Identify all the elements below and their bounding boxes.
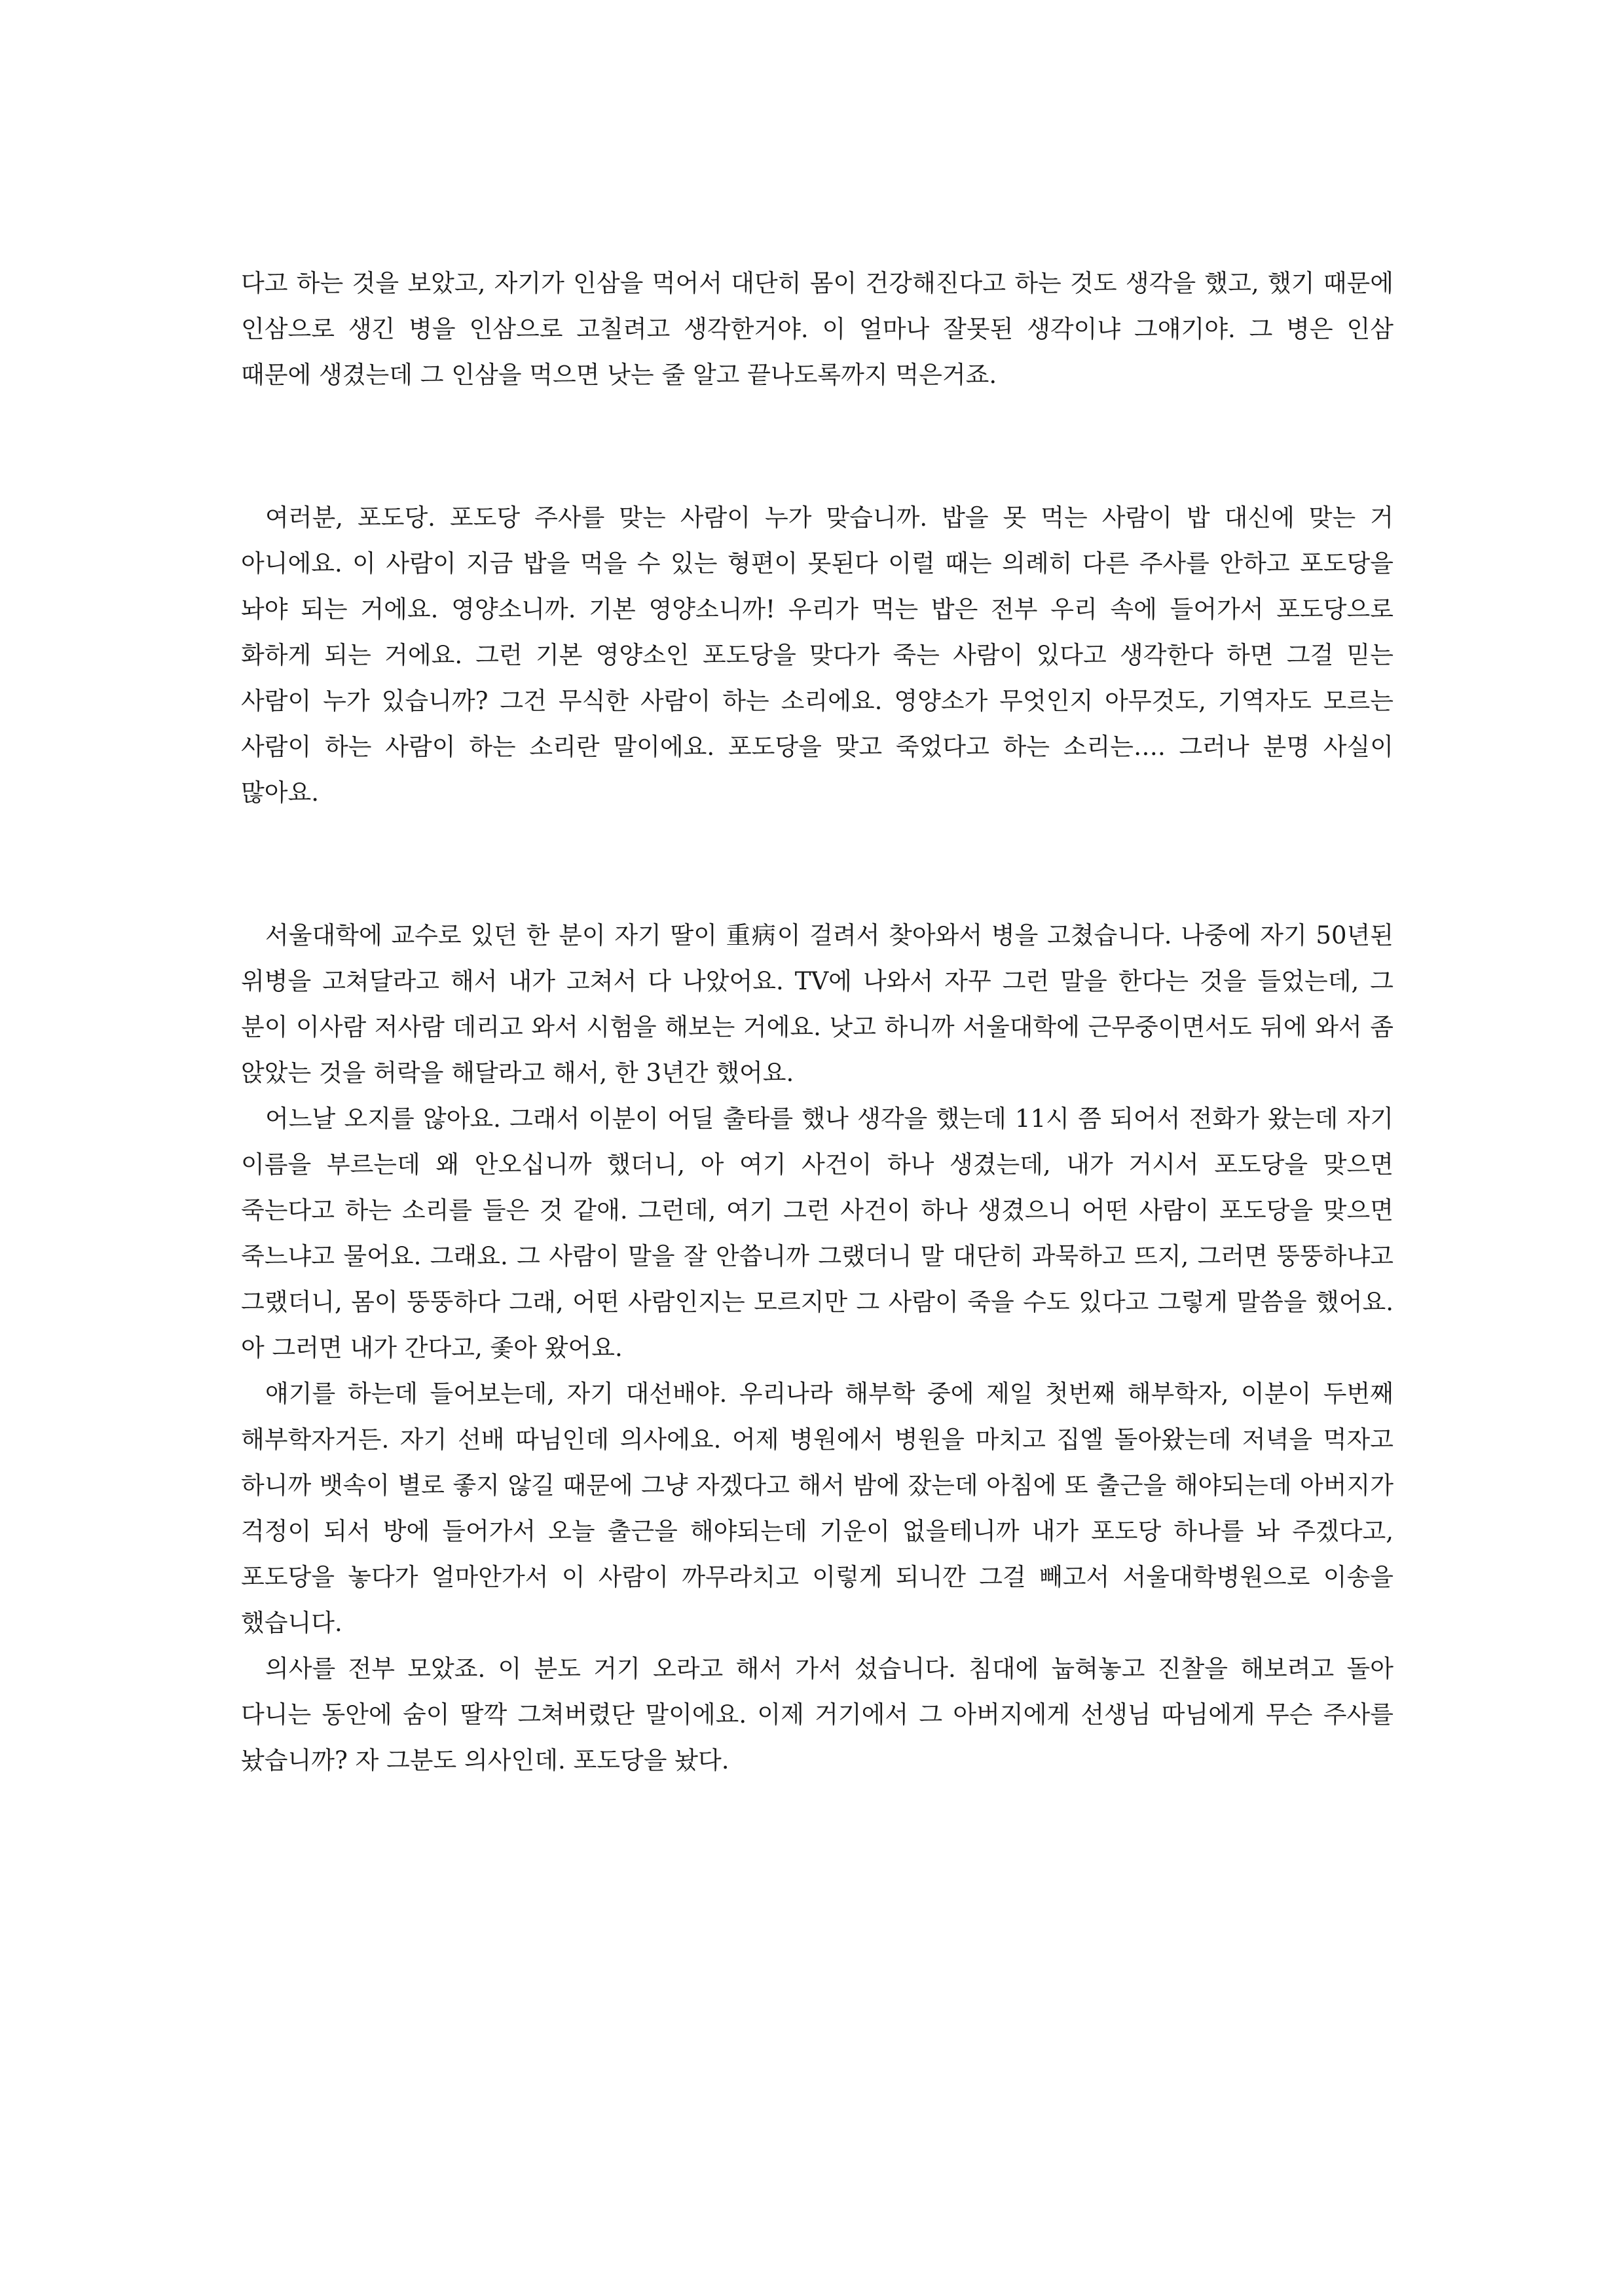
text-section-1 (241, 261, 1393, 398)
text-section-3 (241, 913, 1393, 1784)
paragraph-senior-daughter: 얘기를 하는데 들어보는데, 자기 대선배야. 우리나라 해부학 중에 제일 첫번째 해부학자, 이분이 두번째 해부학자거든. 자기 선배 따님인데 의사에요. 어제 병원에서 병원을 마치고 집엘 돌아왔는데 저녁을 먹자고 하니까 뱃속이 별로 좋지 않길 때문에 그냥 자겠다고 해서 밤에 잤는데 아침에 또 출근을 해야되는데 아버지가 걱정이 되서 방에 들어가서 오늘 출근을 해야되는데 기운이 없을테니까 내가 포도당 하나를 놔 주겠다고, 포도당을 놓다가 얼마안가서 이 사람이 까무라치고 이렇게 되니깐 그걸 빼고서 서울대학병원으로 이송을 했습니다. (241, 1380, 1393, 1637)
text-section-2 (241, 495, 1393, 816)
paragraph-professor: 서울대학에 교수로 있던 한 분이 자기 딸이 重病이 걸려서 찾아와서 병을 고쳤습니다. 나중에 자기 50년된 위병을 고쳐달라고 해서 내가 고쳐서 다 나았어요. TV에 나와서 자꾸 그런 말을 한다는 것을 들었는데, 그 분이 이사람 저사람 데리고 와서 시험을 해보는 거에요. 낫고 하니까 서울대학에 근무중이면서도 뒤에 와서 좀 앉았는 것을 허락을 해달라고 해서, 한 3년간 했어요. (241, 921, 1393, 1087)
paragraph-doctors-gathered: 의사를 전부 모았죠. 이 분도 거기 오라고 해서 가서 섰습니다. 침대에 눕혀놓고 진찰을 해보려고 돌아 다니는 동안에 숨이 딸깍 그쳐버렸단 말이에요. 이제 거기에서 그 아버지에게 선생님 따님에게 무슨 주사를 놨습니까? 자 그분도 의사인데. 포도당을 놨다. (241, 1655, 1393, 1774)
paragraph-phone-call: 어느날 오지를 않아요. 그래서 이분이 어딜 출타를 했나 생각을 했는데 11시 쯤 되어서 전화가 왔는데 자기 이름을 부르는데 왜 안오십니까 했더니, 아 여기 사건이 하나 생겼는데, 내가 거시서 포도당을 맞으면 죽는다고 하는 소리를 들은 것 같애. 그런데, 여기 그런 사건이 하나 생겼으니 어떤 사람이 포도당을 맞으면 죽느냐고 물어요. 그래요. 그 사람이 말을 잘 안씁니까 그랬더니 말 대단히 과묵하고 뜨지, 그러면 뚱뚱하냐고 그랬더니, 몸이 뚱뚱하다 그래, 어떤 사람인지는 모르지만 그 사람이 죽을 수도 있다고 그렇게 말씀을 했어요. 아 그러면 내가 간다고, 좇아 왔어요. (241, 1105, 1393, 1362)
paragraph-glucose: 여러분, 포도당. 포도당 주사를 맞는 사람이 누가 맞습니까. 밥을 못 먹는 사람이 밥 대신에 맞는 거 아니에요. 이 사람이 지금 밥을 먹을 수 있는 형편이 못된다 이럴 때는 의례히 다른 주사를 안하고 포도당을 놔야 되는 거에요. 영양소니까. 기본 영양소니까! 우리가 먹는 밥은 전부 우리 속에 들어가서 포도당으로 화하게 되는 거에요. 그런 기본 영양소인 포도당을 맞다가 죽는 사람이 있다고 생각한다 하면 그걸 믿는 사람이 누가 있습니까? 그건 무식한 사람이 하는 소리에요. 영양소가 무엇인지 아무것도, 기역자도 모르는 사람이 하는 사람이 하는 소리란 말이에요. 포도당을 맞고 죽었다고 하는 소리는…. 그러나 분명 사실이 많아요. (241, 504, 1393, 807)
paragraph-ginseng: 다고 하는 것을 보았고, 자기가 인삼을 먹어서 대단히 몸이 건강해진다고 하는 것도 생각을 했고, 했기 때문에 인삼으로 생긴 병을 인삼으로 고칠려고 생각한거야. 이 얼마나 잘못된 생각이냐 그얘기야. 그 병은 인삼 때문에 생겼는데 그 인삼을 먹으면 낫는 줄 알고 끝나도록까지 먹은거죠. (241, 269, 1393, 389)
